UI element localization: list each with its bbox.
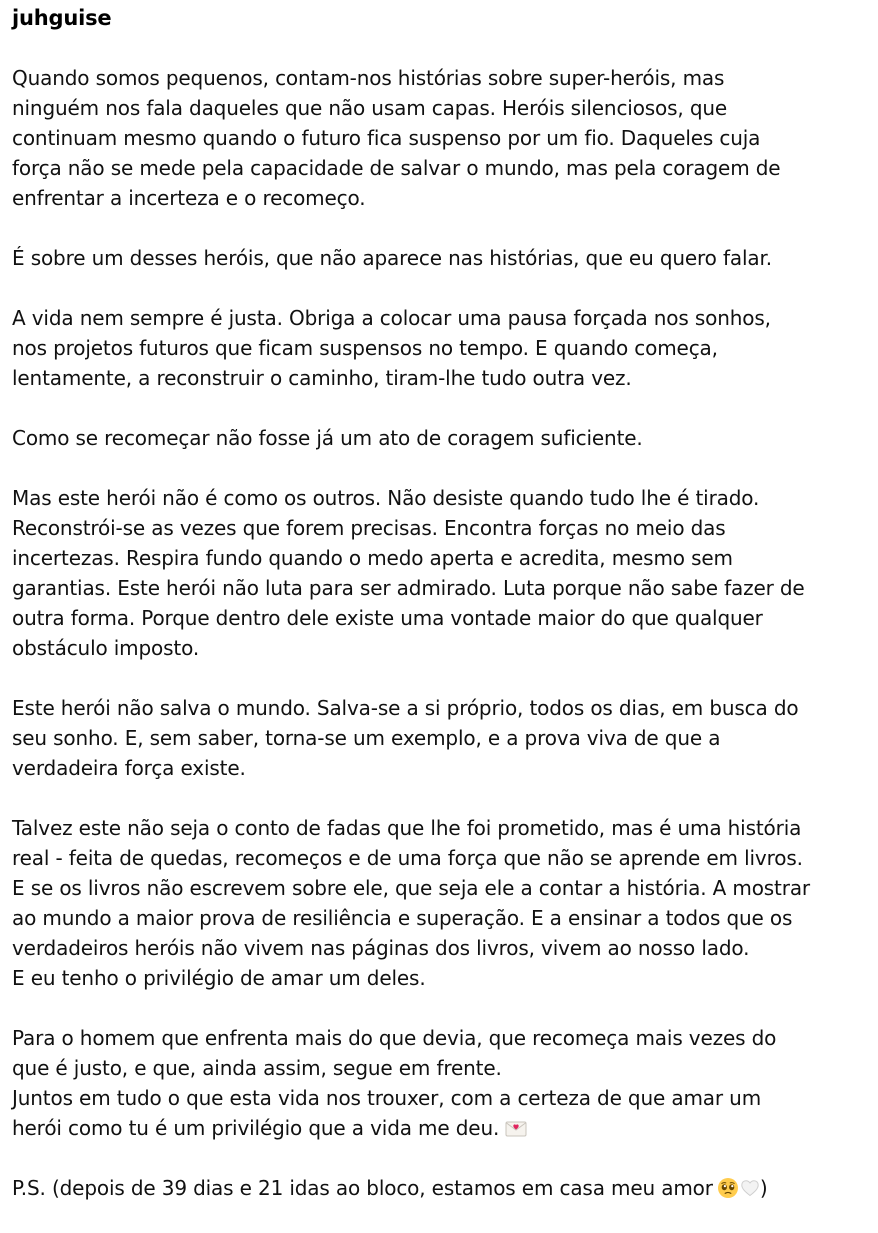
post-line: E eu tenho o privilégio de amar um deles. (12, 966, 426, 990)
post-line (12, 1173, 872, 1203)
post-line: Mas este herói não é como os outros. Não desiste quando tudo lhe é tirado. (12, 486, 760, 510)
post-line: verdadeira força existe. (12, 756, 246, 780)
post-line: que é justo, e que, ainda assim, segue em frente. (12, 1056, 502, 1080)
post-line: Para o homem que enfrenta mais do que devia, que recomeça mais vezes do (12, 1026, 777, 1050)
post-line: nos projetos futuros que ficam suspensos no tempo. E quando começa, (12, 336, 718, 360)
post-line: garantias. Este herói não luta para ser admirado. Luta porque não sabe fazer de (12, 576, 805, 600)
post-line: verdadeiros heróis não vivem nas páginas dos livros, vivem ao nosso lado. (12, 936, 750, 960)
white-heart-icon (740, 1178, 760, 1198)
post-line: continuam mesmo quando o futuro fica suspenso por um fio. Daqueles cuja (12, 126, 761, 150)
post-line: Quando somos pequenos, contam-nos histórias sobre super-heróis, mas (12, 66, 725, 90)
post-paragraph (12, 63, 872, 213)
post-line: Reconstrói-se as vezes que forem precisas. Encontra forças no meio das (12, 516, 726, 540)
post-line: obstáculo imposto. (12, 636, 200, 660)
pleading-face-icon (717, 1177, 739, 1199)
post-paragraph (12, 303, 872, 393)
post-line: lentamente, a reconstruir o caminho, tiram-lhe tudo outra vez. (12, 366, 632, 390)
post-line: Juntos em tudo o que esta vida nos trouxer, com a certeza de que amar um (12, 1086, 762, 1110)
post-line: força não se mede pela capacidade de salvar o mundo, mas pela coragem de (12, 156, 781, 180)
post-line: A vida nem sempre é justa. Obriga a colocar uma pausa forçada nos sonhos, (12, 306, 771, 330)
post-author-username[interactable]: juhguise (12, 6, 112, 30)
post-line: E se os livros não escrevem sobre ele, que seja ele a contar a história. A mostrar (12, 876, 810, 900)
post-line: ao mundo a maior prova de resiliência e superação. E a ensinar a todos que os (12, 906, 793, 930)
post-body (12, 63, 872, 1203)
post-line: Como se recomeçar não fosse já um ato de coragem suficiente. (12, 426, 643, 450)
post-line (12, 1113, 872, 1143)
post-line: ninguém nos fala daqueles que não usam capas. Heróis silenciosos, que (12, 96, 728, 120)
post-line-closing: ) (759, 1176, 768, 1200)
post-line: enfrentar a incerteza e o recomeço. (12, 186, 366, 210)
post-paragraph (12, 1023, 872, 1143)
envelope-with-heart-icon (505, 1120, 527, 1138)
post-line-text: P.S. (depois de 39 dias e 21 idas ao bloco, estamos em casa meu amor (12, 1176, 713, 1200)
post-paragraph (12, 693, 872, 783)
post (12, 3, 872, 1233)
post-line: Talvez este não seja o conto de fadas que lhe foi prometido, mas é uma história (12, 816, 802, 840)
post-line: outra forma. Porque dentro dele existe uma vontade maior do que qualquer (12, 606, 763, 630)
post-paragraph (12, 243, 872, 273)
post-line: real - feita de quedas, recomeços e de uma força que não se aprende em livros. (12, 846, 803, 870)
post-line: incertezas. Respira fundo quando o medo aperta e acredita, mesmo sem (12, 546, 733, 570)
post-paragraph (12, 483, 872, 663)
post-line: É sobre um desses heróis, que não aparece nas histórias, que eu quero falar. (12, 246, 772, 270)
post-paragraph (12, 423, 872, 453)
post-line: Este herói não salva o mundo. Salva-se a si próprio, todos os dias, em busca do (12, 696, 799, 720)
post-paragraph (12, 813, 872, 993)
post-line-text: herói como tu é um privilégio que a vida me deu. (12, 1116, 500, 1140)
post-line: seu sonho. E, sem saber, torna-se um exemplo, e a prova viva de que a (12, 726, 721, 750)
post-paragraph (12, 1173, 872, 1203)
